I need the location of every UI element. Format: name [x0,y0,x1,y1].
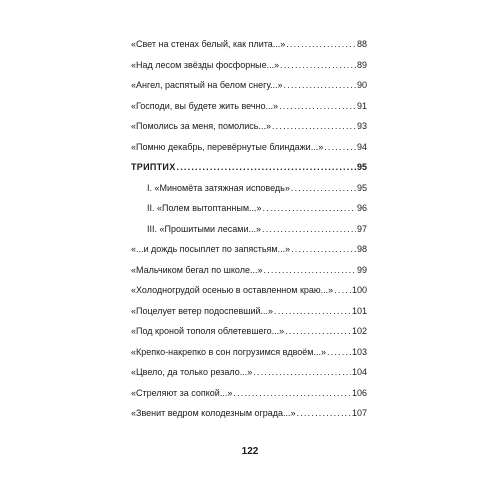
toc-entry-title: «Стреляют за сопкой...» [131,387,233,398]
toc-entry-page: 101 [351,305,367,316]
dot-leader [272,120,356,132]
toc-entry-title: «Ангел, распятый на белом снегу...» [131,80,283,90]
toc-entry-page: 97 [356,223,367,234]
toc-entry-title: «Поцелует ветер подоспевший...» [131,305,274,316]
dot-leader [280,59,356,71]
toc-entry-title: «Свет на стенах белый, как плита...» [131,39,286,49]
toc-entry-page: 102 [351,326,367,336]
toc-entry [131,223,367,244]
toc-entry-title: «Над лесом звёзды фосфорные...» [131,59,280,70]
toc-entry [131,346,367,367]
toc-entry [131,407,367,428]
toc-entry [131,325,367,346]
toc-entry [131,120,367,141]
toc-entry-title: II. «Полем вытоптанным...» [147,203,262,213]
toc-entry-page: 88 [356,39,367,49]
toc-entry-title: «...и дождь посыплет по запястьям...» [131,244,291,254]
dot-leader [297,407,351,419]
toc-entry-page: 99 [356,264,367,275]
toc-entry-title: «Господи, вы будете жить вечно...» [131,100,279,111]
dot-leader [263,202,356,214]
toc-entry-page: 90 [356,80,367,90]
toc-entry [131,284,367,305]
dot-leader [334,284,351,296]
toc-entry-page: 106 [351,387,367,398]
toc-entry-page: 95 [356,162,367,172]
toc-entry-title: «Помню декабрь, перевёрнутые блиндажи...» [131,141,324,152]
dot-leader [274,305,351,317]
dot-leader [285,325,351,337]
toc-entry-title: III. «Прошитыми лесами...» [147,223,262,234]
toc-entry-title: «Мальчиком бегал по школе...» [131,264,263,275]
toc-entry [131,243,367,264]
toc-entry-title: «Холодногрудой осенью в оставленном краю...» [131,285,334,295]
dot-leader [286,38,356,50]
toc-entry-title: «Помолись за меня, помолись...» [131,121,271,131]
toc-entry-page: 94 [356,141,367,152]
toc-entry [131,182,367,203]
dot-leader [284,79,356,91]
toc-section-heading [131,161,367,182]
dot-leader [253,366,351,378]
toc-entry [131,387,367,408]
toc-entry-page: 107 [351,408,367,418]
toc-entry [131,79,367,100]
toc-entry [131,100,367,121]
dot-leader [291,182,356,194]
toc-entry-page: 89 [356,59,367,70]
toc-entry-page: 98 [356,244,367,254]
dot-leader [262,223,356,235]
toc-entry-page: 100 [351,285,367,295]
toc-entry-page: 95 [356,182,367,193]
toc-entry [131,305,367,326]
toc-entry-title: ТРИПТИХ [131,162,176,172]
toc-entry-title: «Крепко-накрепко в сон погрузимся вдвоём...» [131,346,326,357]
toc-entry [131,141,367,162]
toc-entry [131,366,367,387]
toc-entry [131,59,367,80]
toc-entry-title: «Цвело, да только резало...» [131,367,253,377]
dot-leader [177,161,356,173]
toc-entry-title: I. «Миномёта затяжная исповедь» [147,182,290,193]
toc-entry-title: «Под кроной тополя облетевшего...» [131,326,285,336]
toc-entry-page: 93 [356,121,367,131]
toc-entry-page: 104 [351,367,367,377]
dot-leader [327,346,351,358]
toc-entry-page: 91 [356,100,367,111]
toc-entry [131,264,367,285]
dot-leader [291,243,356,255]
page-number: 122 [241,446,259,457]
dot-leader [279,100,356,112]
toc-entry-page: 103 [351,346,367,357]
dot-leader [264,264,356,276]
dot-leader [324,141,356,153]
table-of-contents [131,38,367,428]
toc-entry [131,38,367,59]
toc-entry [131,202,367,223]
toc-entry-page: 96 [356,203,367,213]
toc-entry-title: «Звенит ведром колодезным ограда...» [131,408,296,418]
dot-leader [233,387,351,399]
